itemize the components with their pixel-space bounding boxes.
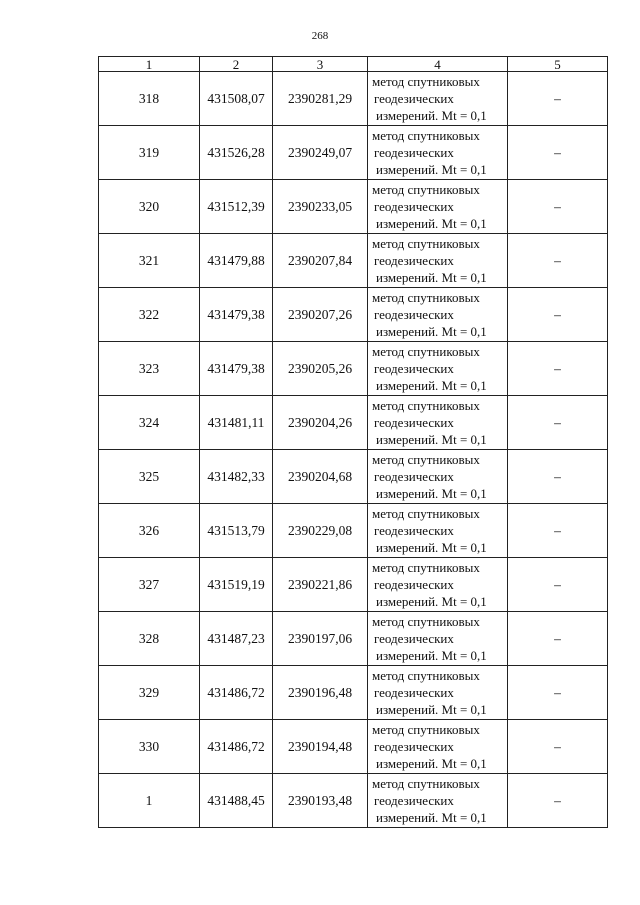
method-line: метод спутниковых xyxy=(372,614,480,629)
point-number-cell: 320 xyxy=(99,180,200,234)
table-row xyxy=(99,126,608,180)
column-header: 2 xyxy=(200,57,273,72)
y-coordinate-cell: 2390249,07 xyxy=(273,126,368,180)
method-line: измерений. Mt = 0,1 xyxy=(376,594,487,609)
method-line: измерений. Mt = 0,1 xyxy=(376,108,487,123)
method-cell xyxy=(368,126,508,180)
method-line: геодезических xyxy=(374,469,454,484)
y-coordinate-cell: 2390207,84 xyxy=(273,234,368,288)
x-coordinate-cell: 431479,38 xyxy=(200,288,273,342)
method-line: геодезических xyxy=(374,793,454,808)
note-cell: – xyxy=(508,342,608,396)
point-number-cell: 325 xyxy=(99,450,200,504)
y-coordinate-cell: 2390204,68 xyxy=(273,450,368,504)
x-coordinate-cell: 431479,88 xyxy=(200,234,273,288)
x-coordinate-cell: 431482,33 xyxy=(200,450,273,504)
x-coordinate-cell: 431479,38 xyxy=(200,342,273,396)
point-number-cell: 330 xyxy=(99,720,200,774)
x-coordinate-cell: 431486,72 xyxy=(200,666,273,720)
method-cell xyxy=(368,72,508,126)
page-number: 268 xyxy=(311,30,329,42)
method-line: метод спутниковых xyxy=(372,236,480,251)
x-coordinate-cell: 431486,72 xyxy=(200,720,273,774)
x-coordinate-cell: 431481,11 xyxy=(200,396,273,450)
method-line: измерений. Mt = 0,1 xyxy=(376,648,487,663)
table-row xyxy=(99,396,608,450)
x-coordinate-cell: 431513,79 xyxy=(200,504,273,558)
method-cell xyxy=(368,666,508,720)
method-line: геодезических xyxy=(374,631,454,646)
method-line: метод спутниковых xyxy=(372,128,480,143)
method-line: измерений. Mt = 0,1 xyxy=(376,486,487,501)
note-cell: – xyxy=(508,234,608,288)
point-number-cell: 323 xyxy=(99,342,200,396)
point-number-cell: 327 xyxy=(99,558,200,612)
method-cell xyxy=(368,774,508,828)
method-cell xyxy=(368,288,508,342)
note-cell: – xyxy=(508,180,608,234)
point-number-cell: 319 xyxy=(99,126,200,180)
method-line: измерений. Mt = 0,1 xyxy=(376,432,487,447)
y-coordinate-cell: 2390197,06 xyxy=(273,612,368,666)
point-number-cell: 326 xyxy=(99,504,200,558)
method-line: измерений. Mt = 0,1 xyxy=(376,756,487,771)
y-coordinate-cell: 2390196,48 xyxy=(273,666,368,720)
method-line: геодезических xyxy=(374,739,454,754)
method-line: измерений. Mt = 0,1 xyxy=(376,270,487,285)
x-coordinate-cell: 431488,45 xyxy=(200,774,273,828)
y-coordinate-cell: 2390205,26 xyxy=(273,342,368,396)
y-coordinate-cell: 2390229,08 xyxy=(273,504,368,558)
method-line: геодезических xyxy=(374,91,454,106)
method-line: измерений. Mt = 0,1 xyxy=(376,540,487,555)
method-cell xyxy=(368,234,508,288)
table-row xyxy=(99,450,608,504)
y-coordinate-cell: 2390194,48 xyxy=(273,720,368,774)
point-number-cell: 329 xyxy=(99,666,200,720)
method-line: измерений. Mt = 0,1 xyxy=(376,162,487,177)
table-row xyxy=(99,774,608,828)
y-coordinate-cell: 2390221,86 xyxy=(273,558,368,612)
method-cell xyxy=(368,342,508,396)
method-cell xyxy=(368,720,508,774)
note-cell: – xyxy=(508,396,608,450)
table-row xyxy=(99,504,608,558)
table-row xyxy=(99,288,608,342)
method-line: метод спутниковых xyxy=(372,506,480,521)
note-cell: – xyxy=(508,774,608,828)
method-line: геодезических xyxy=(374,577,454,592)
table-row xyxy=(99,342,608,396)
method-line: метод спутниковых xyxy=(372,722,480,737)
method-line: измерений. Mt = 0,1 xyxy=(376,324,487,339)
note-cell: – xyxy=(508,450,608,504)
method-cell xyxy=(368,180,508,234)
header-row xyxy=(99,57,608,72)
method-line: измерений. Mt = 0,1 xyxy=(376,810,487,825)
x-coordinate-cell: 431512,39 xyxy=(200,180,273,234)
method-line: измерений. Mt = 0,1 xyxy=(376,216,487,231)
point-number-cell: 324 xyxy=(99,396,200,450)
method-line: измерений. Mt = 0,1 xyxy=(376,378,487,393)
column-header: 4 xyxy=(368,57,508,72)
method-line: измерений. Mt = 0,1 xyxy=(376,702,487,717)
method-line: геодезических xyxy=(374,361,454,376)
y-coordinate-cell: 2390204,26 xyxy=(273,396,368,450)
method-line: метод спутниковых xyxy=(372,776,480,791)
column-header: 3 xyxy=(273,57,368,72)
method-cell xyxy=(368,504,508,558)
method-line: геодезических xyxy=(374,307,454,322)
method-line: метод спутниковых xyxy=(372,344,480,359)
point-number-cell: 322 xyxy=(99,288,200,342)
coordinates-table xyxy=(98,56,608,828)
point-number-cell: 321 xyxy=(99,234,200,288)
table-row xyxy=(99,720,608,774)
x-coordinate-cell: 431508,07 xyxy=(200,72,273,126)
method-line: метод спутниковых xyxy=(372,452,480,467)
table-row xyxy=(99,558,608,612)
point-number-cell: 328 xyxy=(99,612,200,666)
method-line: метод спутниковых xyxy=(372,668,480,683)
method-cell xyxy=(368,558,508,612)
column-header: 1 xyxy=(99,57,200,72)
x-coordinate-cell: 431526,28 xyxy=(200,126,273,180)
y-coordinate-cell: 2390193,48 xyxy=(273,774,368,828)
point-number-cell: 318 xyxy=(99,72,200,126)
table-header xyxy=(99,57,608,72)
method-line: геодезических xyxy=(374,145,454,160)
y-coordinate-cell: 2390233,05 xyxy=(273,180,368,234)
method-line: геодезических xyxy=(374,523,454,538)
method-cell xyxy=(368,450,508,504)
y-coordinate-cell: 2390281,29 xyxy=(273,72,368,126)
method-line: геодезических xyxy=(374,685,454,700)
note-cell: – xyxy=(508,612,608,666)
method-cell xyxy=(368,612,508,666)
table-row xyxy=(99,612,608,666)
table-row xyxy=(99,72,608,126)
method-line: геодезических xyxy=(374,415,454,430)
column-header: 5 xyxy=(508,57,608,72)
note-cell: – xyxy=(508,72,608,126)
method-line: геодезических xyxy=(374,253,454,268)
note-cell: – xyxy=(508,666,608,720)
y-coordinate-cell: 2390207,26 xyxy=(273,288,368,342)
point-number-cell: 1 xyxy=(99,774,200,828)
method-line: метод спутниковых xyxy=(372,182,480,197)
table-row xyxy=(99,666,608,720)
note-cell: – xyxy=(508,126,608,180)
method-line: метод спутниковых xyxy=(372,398,480,413)
table-row xyxy=(99,180,608,234)
note-cell: – xyxy=(508,720,608,774)
method-cell xyxy=(368,396,508,450)
table-body xyxy=(99,72,608,828)
method-line: метод спутниковых xyxy=(372,74,480,89)
note-cell: – xyxy=(508,504,608,558)
x-coordinate-cell: 431487,23 xyxy=(200,612,273,666)
note-cell: – xyxy=(508,558,608,612)
note-cell: – xyxy=(508,288,608,342)
method-line: метод спутниковых xyxy=(372,560,480,575)
table-row xyxy=(99,234,608,288)
x-coordinate-cell: 431519,19 xyxy=(200,558,273,612)
method-line: геодезических xyxy=(374,199,454,214)
method-line: метод спутниковых xyxy=(372,290,480,305)
